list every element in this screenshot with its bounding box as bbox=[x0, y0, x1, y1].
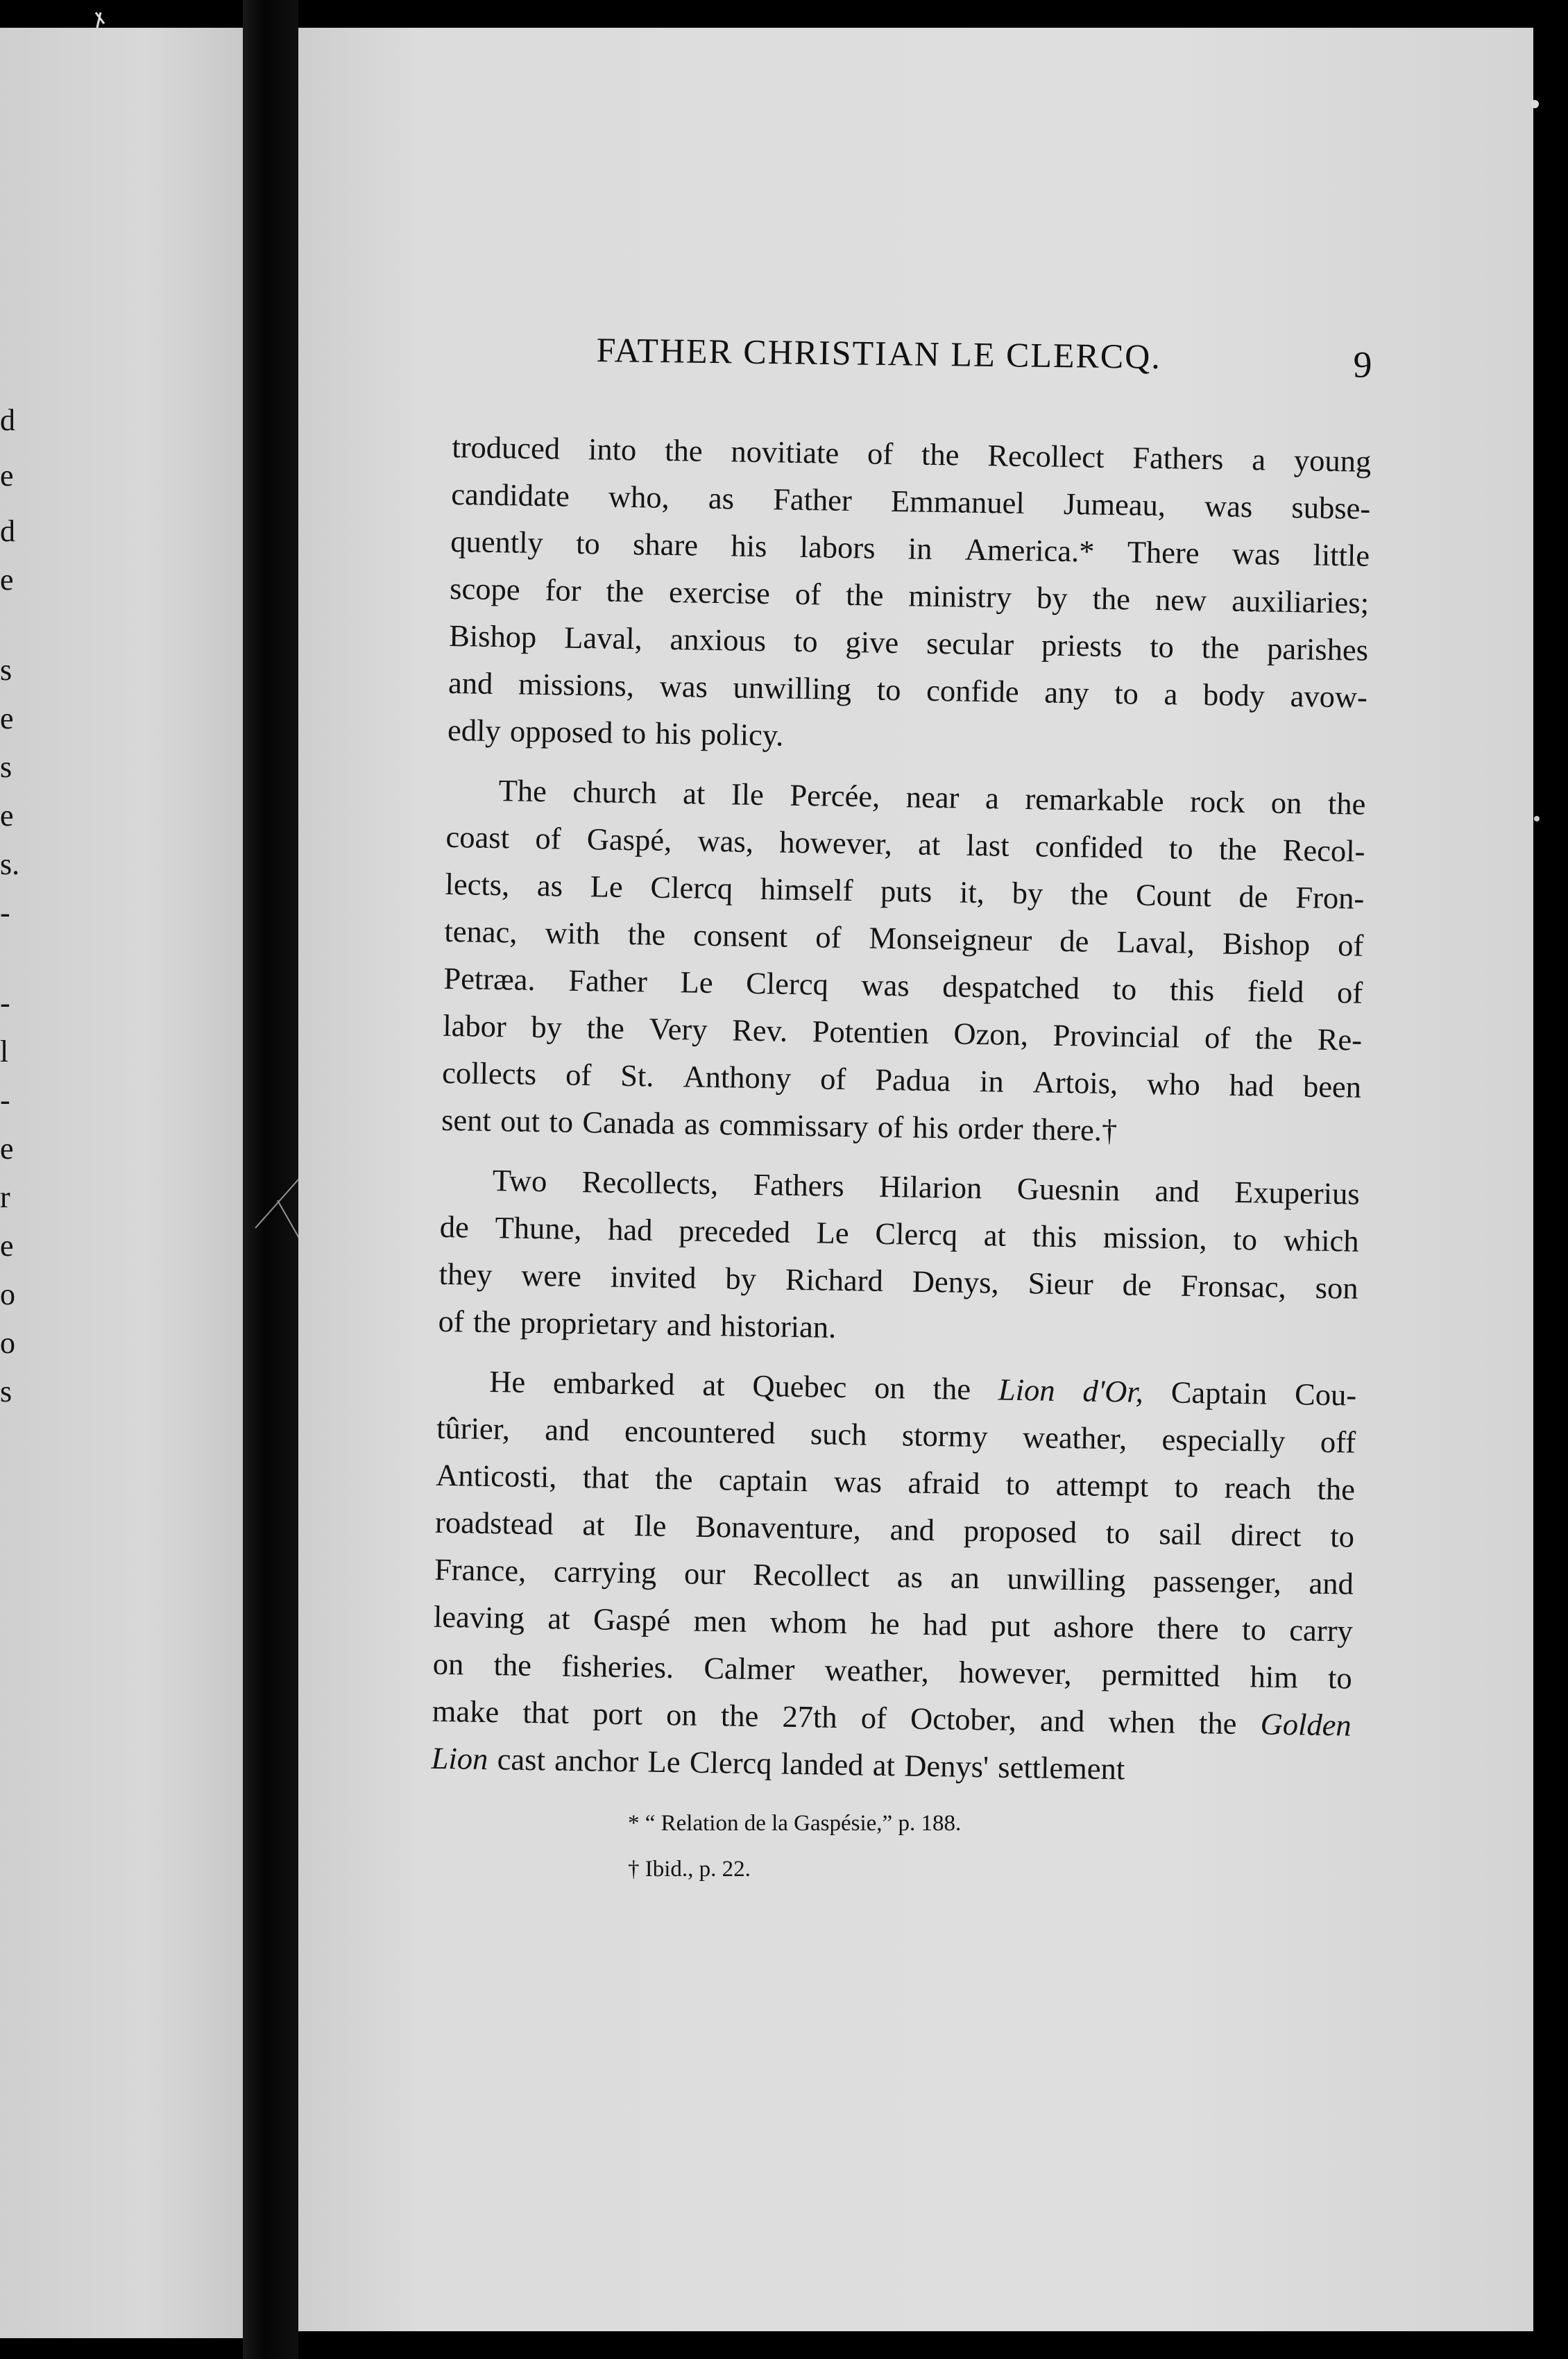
body-line: France, carrying our Recollect as an unwilling passenger, and bbox=[434, 1551, 1354, 1601]
footnotes bbox=[628, 1800, 1252, 1892]
running-header bbox=[596, 330, 1374, 395]
body-line: labor by the Very Rev. Potentien Ozon, Provincial of the Re- bbox=[442, 1007, 1363, 1057]
body-line: edly opposed to his policy. bbox=[447, 712, 784, 753]
body-line: Petræa. Father Le Clercq was despatched to this field of bbox=[443, 960, 1363, 1010]
left-page-edge-letter: - bbox=[0, 1083, 10, 1117]
body-line: He embarked at Quebec on the Lion d'Or, Captain Cou- bbox=[488, 1364, 1357, 1413]
left-page-edge-letter: s. bbox=[0, 847, 20, 881]
left-page-edge-letter: e bbox=[0, 799, 14, 833]
running-title: FATHER CHRISTIAN LE CLERCQ. bbox=[596, 330, 1162, 376]
body-line: leaving at Gaspé men whom he had put ashore there to carry bbox=[433, 1599, 1354, 1649]
page-number: 9 bbox=[1353, 343, 1374, 386]
body-line: The church at Ile Percée, near a remarkable rock on the bbox=[498, 773, 1366, 821]
left-page-edge-letter: r bbox=[0, 1180, 10, 1214]
body-text bbox=[431, 423, 1372, 1796]
left-page-edge-letter: s bbox=[0, 653, 12, 687]
body-line: and missions, was unwilling to confide any to a body avow- bbox=[448, 665, 1368, 715]
left-page-edge-letter: e bbox=[0, 563, 14, 597]
body-line: tûrier, and encountered such stormy weather, especially off bbox=[436, 1410, 1356, 1460]
left-page-edge-letter: - bbox=[0, 896, 10, 930]
book-gutter bbox=[243, 0, 298, 2359]
footnote: † Ibid., p. 22. bbox=[628, 1857, 751, 1882]
body-line: de Thune, had preceded Le Clercq at this mission, to which bbox=[439, 1209, 1359, 1259]
body-line: lects, as Le Clercq himself puts it, by the Count de Fron- bbox=[445, 866, 1365, 916]
body-line: of the proprietary and historian. bbox=[438, 1303, 837, 1345]
body-line: Anticosti, that the captain was afraid to attempt to reach the bbox=[435, 1457, 1356, 1507]
body-line: roadstead at Ile Bonaventure, and proposed to sail direct to bbox=[434, 1504, 1355, 1554]
left-page-edge-letter: e bbox=[0, 1229, 14, 1263]
body-line: coast of Gaspé, was, however, at last confided to the Recol- bbox=[445, 819, 1365, 869]
left-page-edge-letter: e bbox=[0, 701, 14, 735]
body-line: sent out to Canada as commissary of his order there.† bbox=[441, 1102, 1118, 1148]
left-page-edge-letter: o bbox=[0, 1277, 15, 1311]
left-page-edge-letter: s bbox=[0, 1374, 12, 1408]
left-page-edge-letter: - bbox=[0, 986, 10, 1020]
scan-border bbox=[1533, 0, 1568, 2359]
left-page-edge-letter: e bbox=[0, 459, 14, 493]
left-page-edge-letter: d bbox=[0, 514, 15, 548]
left-page-edge-letter: o bbox=[0, 1326, 15, 1360]
body-line: troduced into the novitiate of the Recollect Fathers a young bbox=[452, 429, 1372, 479]
left-page-edge bbox=[0, 28, 243, 2338]
body-line: on the fisheries. Calmer weather, however, permitted him to bbox=[432, 1646, 1353, 1696]
body-line: Two Recollects, Fathers Hilarion Guesnin and Exuperius bbox=[492, 1163, 1361, 1211]
body-line: Bishop Laval, anxious to give secular priests to the parishes bbox=[448, 618, 1369, 667]
body-line: make that port on the 27th of October, and when the Golden bbox=[432, 1693, 1352, 1743]
body-line: collects of St. Anthony of Padua in Artois, who had been bbox=[441, 1055, 1362, 1105]
left-page-edge-letter: e bbox=[0, 1132, 14, 1166]
body-line: scope for the exercise of the ministry by the new auxiliaries; bbox=[449, 570, 1370, 620]
body-line: candidate who, as Father Emmanuel Jumeau, was subse- bbox=[451, 476, 1371, 526]
body-line: they were invited by Richard Denys, Sieur de Fronsac, son bbox=[438, 1256, 1358, 1306]
left-page-edge-letter: d bbox=[0, 403, 15, 437]
left-page-edge-letter: s bbox=[0, 750, 12, 784]
body-line: tenac, with the consent of Monseigneur de Laval, Bishop of bbox=[444, 913, 1364, 963]
body-line: quently to share his labors in America.* There was little bbox=[450, 523, 1370, 573]
footnote: * “ Relation de la Gaspésie,” p. 188. bbox=[628, 1811, 962, 1836]
left-page-edge-letter: l bbox=[0, 1034, 9, 1068]
body-line: Lion cast anchor Le Clercq landed at Denys' settlement bbox=[431, 1740, 1125, 1787]
